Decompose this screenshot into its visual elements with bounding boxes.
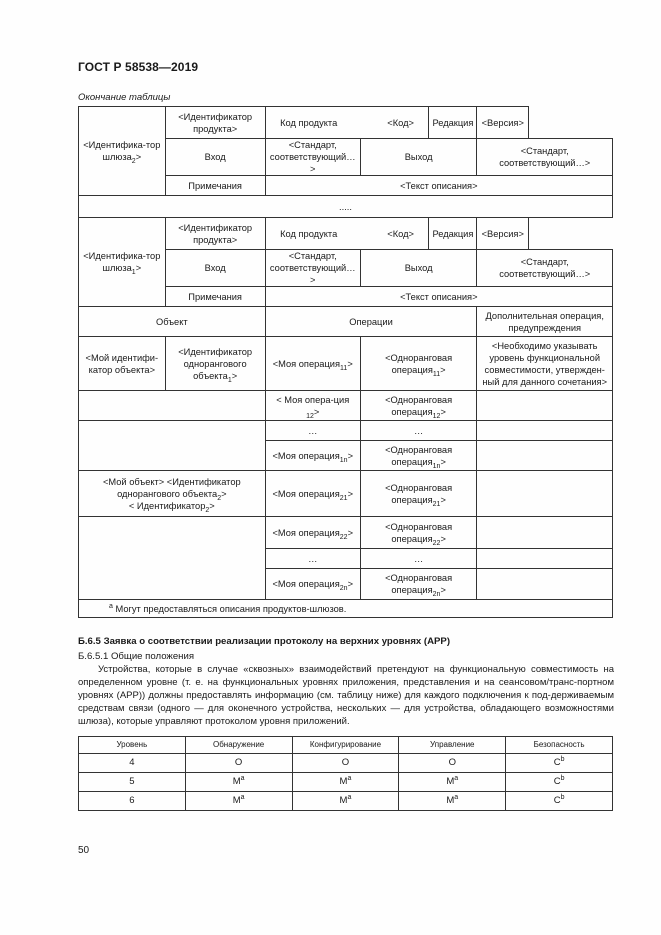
my-operation: <Моя операция$_{22}$>: [265, 517, 360, 549]
security-cell: $C^b$: [506, 773, 613, 792]
my-operation: <Моя операция$_{21}$>: [265, 471, 360, 517]
notes-label: Примечания: [165, 176, 265, 196]
table-row: [79, 754, 613, 773]
peer-operation: <Одноранговая операция$_{21}$>: [360, 471, 477, 517]
my-object-2: <Мой объект> <Идентификатор однорангового объекта$_2$> < Идентификатор$_2$>: [79, 471, 266, 517]
management-cell: $M^а$: [399, 792, 506, 811]
header-security: Безопасность: [506, 737, 613, 754]
my-object-id: <Мой идентифи-катор объекта>: [79, 337, 166, 391]
object-header: Объект: [79, 307, 266, 337]
peer-operation: <Одноранговая операция$_{2n}$>: [360, 569, 477, 600]
discovery-cell: $M^а$: [185, 792, 292, 811]
ellipsis-cell: …: [265, 549, 360, 569]
code-value: <Код>: [387, 228, 414, 239]
page-number: 50: [78, 845, 90, 856]
table-caption: Окончание таблицы: [78, 92, 171, 103]
ellipsis-row: .....: [79, 196, 613, 218]
notes-value: <Текст описания>: [265, 287, 612, 307]
section-paragraph: Устройства, которые в случае «сквозных» взаимодействий претендуют на функциональную совместимость на определенном уровне (т. е. на функциональных уровнях приложения, представления и на сеансовом/транс-портном уровнях (APP)) должны предоставлять информацию (см. таблицу ниже) для каждого подключения к под-держиваемым средствам связи (одного — для оконечного устройства, нескольких — для устройства, обладающего возможностями шлюза), которые управляют протоколом уровня приложений.: [78, 664, 614, 727]
empty-cell: [477, 421, 613, 441]
table-row: [79, 792, 613, 811]
peer-operation: <Одноранговая операция$_{12}$>: [360, 391, 477, 421]
empty-cell: [79, 421, 266, 471]
version-value: <Версия>: [477, 218, 529, 250]
ellipsis-cell: …: [360, 421, 477, 441]
input-value: <Стандарт, соответствующий…>: [265, 139, 360, 176]
peer-operation: <Одноранговая операция$_{11}$>: [360, 337, 477, 391]
edition-label: Редакция: [429, 107, 477, 139]
interop-note: <Необходимо указывать уровень функциональной совместимости, утвержден-ный для данного сочетания>: [477, 337, 613, 391]
security-cell: $C^b$: [506, 792, 613, 811]
operations-header: Операции: [265, 307, 477, 337]
my-operation: <Моя операция$_{2n}$>: [265, 569, 360, 600]
empty-cell: [477, 391, 613, 421]
header-level: Уровень: [79, 737, 186, 754]
empty-cell: [79, 391, 266, 421]
empty-cell: [477, 549, 613, 569]
output-value: <Стандарт, соответствующий…>: [477, 139, 613, 176]
header-discovery: Обнаружение: [185, 737, 292, 754]
configuration-cell: $M^а$: [292, 792, 399, 811]
levels-table: [78, 736, 613, 811]
empty-cell: [79, 517, 266, 600]
subsection-title: Б.6.5.1 Общие положения: [78, 651, 195, 662]
product-code-label: [265, 218, 429, 250]
product-code-text: Код продукта: [280, 228, 338, 239]
code-value: <Код>: [387, 117, 414, 128]
gateway-table: [78, 106, 613, 618]
discovery-cell: О: [185, 754, 292, 773]
empty-cell: [477, 517, 613, 549]
empty-cell: [477, 441, 613, 471]
version-value: <Версия>: [477, 107, 529, 139]
ellipsis-cell: …: [360, 549, 477, 569]
ellipsis-cell: …: [265, 421, 360, 441]
my-operation: <Моя операция$_{1n}$>: [265, 441, 360, 471]
document-header: ГОСТ Р 58538—2019: [78, 60, 199, 74]
peer-object-id: <Идентификатор одноранговогo объекта$_1$>: [165, 337, 265, 391]
header-configuration: Конфигурирование: [292, 737, 399, 754]
output-label: Выход: [360, 250, 477, 287]
header-management: Управление: [399, 737, 506, 754]
section-title: Б.6.5 Заявка о соответствии реализации протоколу на верхних уровнях (АРР): [78, 636, 451, 647]
notes-value: <Текст описания>: [265, 176, 612, 196]
security-cell: $C^b$: [506, 754, 613, 773]
management-cell: $M^а$: [399, 773, 506, 792]
output-label: Выход: [360, 139, 477, 176]
table-row: [79, 773, 613, 792]
additional-header: Дополнительная операция, предупреждения: [477, 307, 613, 337]
empty-cell: [477, 471, 613, 517]
my-operation: < Моя опера-ция $_{12}$>: [265, 391, 360, 421]
product-id-label: <Идентификатор продукта>: [165, 218, 265, 250]
output-value: <Стандарт, соответствующий…>: [477, 250, 613, 287]
level-cell: 6: [79, 792, 186, 811]
level-cell: 4: [79, 754, 186, 773]
configuration-cell: О: [292, 754, 399, 773]
management-cell: О: [399, 754, 506, 773]
discovery-cell: $M^а$: [185, 773, 292, 792]
gateway-id-cell: <Идентифика-тор шлюза$_1$>: [79, 218, 166, 307]
level-cell: 5: [79, 773, 186, 792]
empty-cell: [477, 569, 613, 600]
notes-label: Примечания: [165, 287, 265, 307]
peer-operation: <Одноранговая операция$_{22}$>: [360, 517, 477, 549]
gateway-id-cell: <Идентифика-тор шлюза$_2$>: [79, 107, 166, 196]
product-code-label: [265, 107, 429, 139]
input-value: <Стандарт, соответствующий…>: [265, 250, 360, 287]
product-id-label: <Идентификатор продукта>: [165, 107, 265, 139]
input-label: Вход: [165, 139, 265, 176]
my-operation: <Моя операция$_{11}$>: [265, 337, 360, 391]
peer-operation: <Одноранговая операция$_{1n}$>: [360, 441, 477, 471]
configuration-cell: $M^а$: [292, 773, 399, 792]
footnote: $^а$ Могут предоставляться описания продуктов-шлюзов.: [79, 600, 613, 618]
product-code-text: Код продукта: [280, 117, 338, 128]
input-label: Вход: [165, 250, 265, 287]
edition-label: Редакция: [429, 218, 477, 250]
